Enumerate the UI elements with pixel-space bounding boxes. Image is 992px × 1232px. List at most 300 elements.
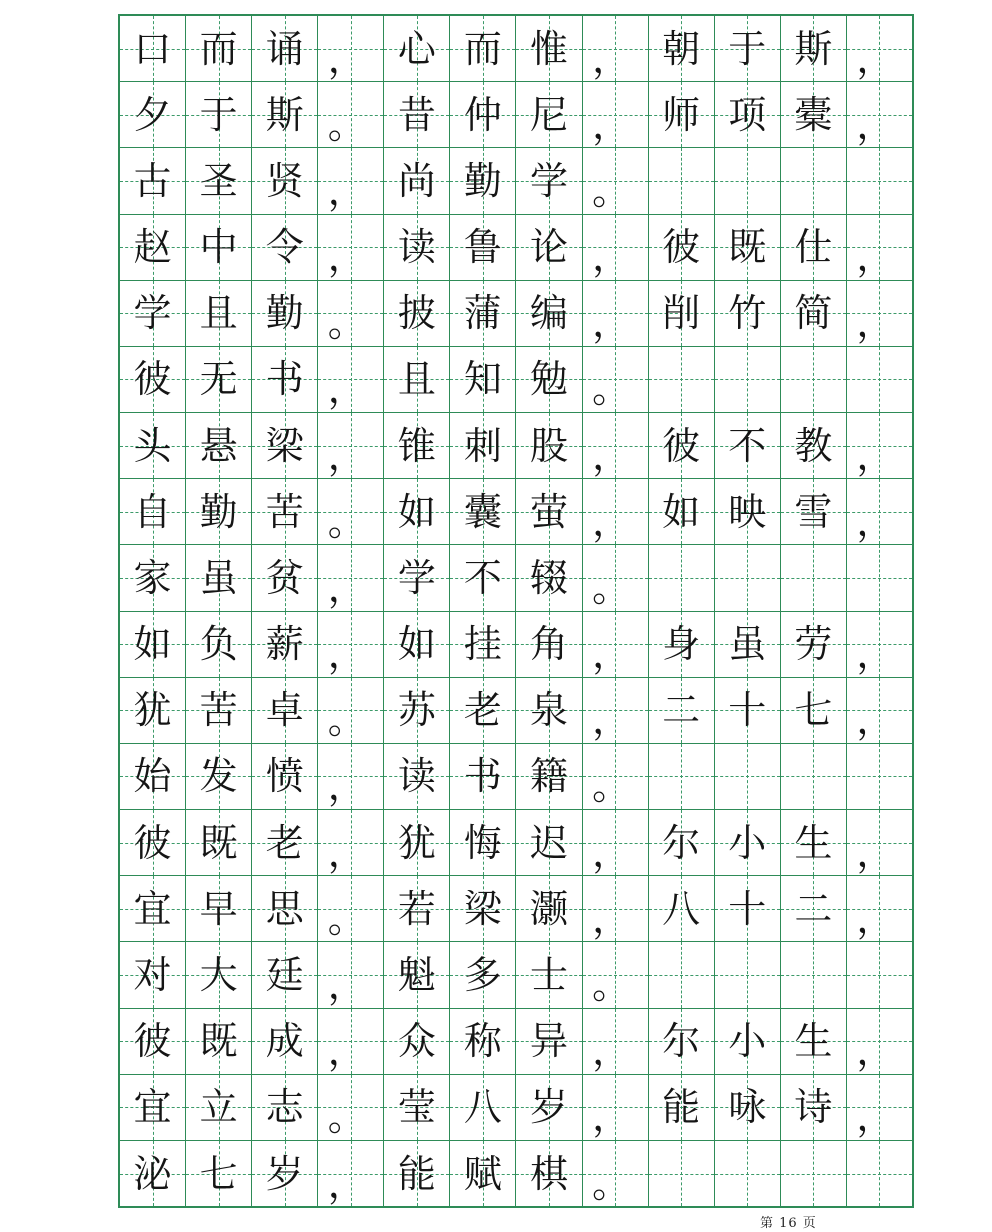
practice-char: 赋 [463,1151,502,1196]
practice-char: 古 [133,158,172,203]
practice-char: 如 [133,622,172,667]
grid-cell [515,281,581,346]
punctuation-char: ， [856,36,895,81]
grid-row [120,16,912,81]
practice-char: 锥 [397,423,436,468]
grid-cell [714,1075,780,1140]
punctuation-char: ， [856,499,895,544]
practice-char: 劳 [794,622,833,667]
practice-char: 学 [133,291,172,336]
practice-char: 既 [199,1019,238,1064]
practice-char: 口 [133,26,172,71]
grid-cell [251,215,317,280]
grid-cell [846,148,912,213]
practice-char: 诗 [794,1085,833,1130]
practice-char: 且 [199,291,238,336]
grid-cell [780,744,846,809]
punctuation-char: ， [592,499,631,544]
grid-row [120,677,912,743]
practice-char: 既 [728,225,767,270]
practice-grid-sheet [118,14,914,1208]
grid-cell [582,281,648,346]
practice-char: 仲 [463,92,502,137]
grid-cell [515,413,581,478]
practice-char: 始 [133,754,172,799]
grid-cell [383,479,449,544]
grid-cell [449,744,515,809]
punctuation-char: ， [592,36,631,81]
grid-cell [515,215,581,280]
grid-cell [515,1075,581,1140]
practice-char: 勤 [463,158,502,203]
grid-cell [714,678,780,743]
practice-char: 于 [728,26,767,71]
grid-cell [515,876,581,941]
grid-cell [120,612,185,677]
practice-char: 廷 [265,952,304,997]
grid-cell [515,678,581,743]
punctuation-char: ， [327,565,366,610]
grid-cell [383,1009,449,1074]
practice-char: 虽 [199,555,238,600]
grid-cell [714,545,780,610]
practice-char: 既 [199,820,238,865]
grid-cell [648,82,714,147]
grid-cell [846,942,912,1007]
grid-row [120,544,912,610]
punctuation-char: 。 [327,1095,366,1140]
practice-char: 卓 [265,688,304,733]
practice-char: 自 [133,489,172,534]
practice-char: 迟 [530,820,569,865]
grid-cell [120,744,185,809]
grid-cell [846,413,912,478]
grid-cell [714,876,780,941]
practice-char: 异 [530,1019,569,1064]
grid-cell [648,281,714,346]
practice-char: 能 [397,1151,436,1196]
punctuation-char: ， [327,632,366,677]
grid-cell [846,545,912,610]
grid-cell [185,678,251,743]
punctuation-char: ， [592,1095,631,1140]
practice-char: 尔 [662,1019,701,1064]
grid-cell [383,148,449,213]
practice-char: 志 [265,1085,304,1130]
grid-cell [648,1141,714,1206]
practice-char: 家 [133,555,172,600]
practice-char: 梁 [463,886,502,931]
practice-char: 能 [662,1085,701,1130]
practice-char: 斯 [794,26,833,71]
grid-cell [515,545,581,610]
grid-cell [185,612,251,677]
grid-cell [251,810,317,875]
grid-cell [846,876,912,941]
practice-char: 萤 [530,489,569,534]
grid-cell [780,215,846,280]
practice-char: 若 [397,886,436,931]
grid-cell [780,347,846,412]
practice-char: 彼 [662,225,701,270]
grid-cell [846,678,912,743]
practice-char: 士 [530,952,569,997]
grid-row [120,941,912,1007]
punctuation-char: 。 [592,962,631,1007]
punctuation-char: ， [327,235,366,280]
grid-cell [251,479,317,544]
grid-cell [515,347,581,412]
grid-cell [714,1141,780,1206]
grid-cell [251,1009,317,1074]
grid-cell [780,545,846,610]
grid-cell [582,942,648,1007]
practice-char: 苦 [265,489,304,534]
grid-cell [185,347,251,412]
grid-row [120,1008,912,1074]
grid-cell [185,942,251,1007]
practice-char: 梁 [265,423,304,468]
grid-cell [120,16,185,81]
grid-cell [449,479,515,544]
grid-cell [120,545,185,610]
practice-char: 宜 [133,886,172,931]
practice-char: 悔 [463,820,502,865]
grid-row [120,809,912,875]
punctuation-char: 。 [592,565,631,610]
grid-cell [317,148,383,213]
grid-cell [846,347,912,412]
practice-char: 老 [463,688,502,733]
grid-cell [449,148,515,213]
punctuation-char: 。 [592,367,631,412]
practice-char: 刺 [463,423,502,468]
grid-cell [317,545,383,610]
punctuation-char: 。 [592,764,631,809]
grid-cell [317,810,383,875]
grid-cell [582,545,648,610]
practice-char: 赵 [133,225,172,270]
grid-cell [317,82,383,147]
punctuation-char: ， [856,301,895,346]
grid-cell [846,479,912,544]
grid-cell [251,678,317,743]
practice-char: 简 [794,291,833,336]
grid-cell [120,479,185,544]
grid-cell [185,215,251,280]
grid-cell [120,876,185,941]
grid-cell [383,678,449,743]
punctuation-char: ， [592,830,631,875]
practice-char: 愤 [265,754,304,799]
practice-char: 十 [728,688,767,733]
punctuation-char: ， [327,830,366,875]
grid-cell [515,1141,581,1206]
grid-cell [515,612,581,677]
punctuation-char: ， [856,102,895,147]
punctuation-char: ， [856,235,895,280]
grid-cell [251,1141,317,1206]
grid-cell [120,148,185,213]
practice-char: 而 [199,26,238,71]
grid-cell [383,810,449,875]
grid-cell [714,281,780,346]
practice-char: 尼 [530,92,569,137]
grid-cell [582,744,648,809]
practice-char: 不 [463,555,502,600]
grid-cell [120,1009,185,1074]
punctuation-char: ， [327,962,366,1007]
grid-cell [648,347,714,412]
practice-char: 彼 [133,1019,172,1064]
punctuation-char: ， [327,1029,366,1074]
grid-cell [780,148,846,213]
grid-cell [515,82,581,147]
grid-cell [317,215,383,280]
punctuation-char: 。 [327,102,366,147]
punctuation-char: ， [856,433,895,478]
grid-cell [251,942,317,1007]
grid-cell [383,744,449,809]
practice-char: 八 [463,1085,502,1130]
grid-cell [780,1075,846,1140]
grid-cell [515,16,581,81]
practice-char: 尔 [662,820,701,865]
grid-cell [383,1141,449,1206]
practice-char: 论 [530,225,569,270]
punctuation-char: ， [592,235,631,280]
grid-cell [251,876,317,941]
grid-cell [582,479,648,544]
grid-cell [780,876,846,941]
grid-cell [185,479,251,544]
punctuation-char: ， [592,1029,631,1074]
grid-row [120,1140,912,1206]
practice-char: 彼 [133,357,172,402]
punctuation-char: 。 [592,1161,631,1206]
grid-cell [714,744,780,809]
practice-char: 犹 [397,820,436,865]
practice-char: 于 [199,92,238,137]
practice-char: 十 [728,886,767,931]
grid-cell [383,215,449,280]
grid-cell [648,942,714,1007]
grid-cell [317,413,383,478]
grid-cell [251,16,317,81]
practice-char: 籍 [530,754,569,799]
grid-cell [648,1009,714,1074]
practice-char: 令 [265,225,304,270]
punctuation-char: ， [592,301,631,346]
grid-cell [515,479,581,544]
practice-char: 圣 [199,158,238,203]
practice-char: 称 [463,1019,502,1064]
practice-char: 薪 [265,622,304,667]
grid-row [120,147,912,213]
grid-cell [582,678,648,743]
grid-cell [515,744,581,809]
grid-cell [780,413,846,478]
punctuation-char: ， [592,896,631,941]
grid-cell [120,942,185,1007]
practice-char: 小 [728,820,767,865]
grid-cell [449,545,515,610]
grid-cell [648,215,714,280]
grid-cell [383,347,449,412]
grid-cell [185,1141,251,1206]
punctuation-char: ， [327,168,366,213]
grid-cell [714,612,780,677]
grid-row [120,875,912,941]
grid-cell [251,413,317,478]
grid-cell [185,16,251,81]
practice-char: 咏 [728,1085,767,1130]
grid-cell [582,810,648,875]
practice-char: 尚 [397,158,436,203]
practice-char: 挂 [463,622,502,667]
practice-char: 学 [530,158,569,203]
grid-cell [648,479,714,544]
practice-char: 岁 [265,1151,304,1196]
grid-cell [648,876,714,941]
practice-char: 学 [397,555,436,600]
punctuation-char: ， [327,433,366,478]
practice-char: 角 [530,622,569,667]
grid-cell [185,413,251,478]
practice-char: 削 [662,291,701,336]
grid-cell [120,1141,185,1206]
practice-char: 斯 [265,92,304,137]
grid-cell [780,1009,846,1074]
grid-cell [449,1141,515,1206]
grid-cell [317,612,383,677]
grid-cell [648,148,714,213]
grid-cell [648,16,714,81]
grid-cell [780,678,846,743]
punctuation-char: 。 [592,168,631,213]
grid-cell [120,810,185,875]
grid-cell [648,1075,714,1140]
grid-cell [449,215,515,280]
grid-cell [780,810,846,875]
punctuation-char: 。 [327,301,366,346]
grid-cell [251,148,317,213]
grid-cell [846,281,912,346]
practice-char: 如 [662,489,701,534]
practice-char: 魁 [397,952,436,997]
practice-char: 岁 [530,1085,569,1130]
grid-cell [251,82,317,147]
grid-cell [317,678,383,743]
grid-cell [582,1141,648,1206]
punctuation-char: ， [856,1029,895,1074]
grid-cell [317,347,383,412]
grid-cell [714,148,780,213]
punctuation-char: ， [856,830,895,875]
punctuation-char: ， [327,36,366,81]
punctuation-char: ， [592,632,631,677]
grid-cell [251,347,317,412]
grid-cell [780,16,846,81]
practice-char: 心 [397,26,436,71]
grid-cell [515,148,581,213]
practice-char: 小 [728,1019,767,1064]
practice-char: 头 [133,423,172,468]
grid-cell [120,1075,185,1140]
grid-cell [780,612,846,677]
practice-char: 老 [265,820,304,865]
practice-char: 早 [199,886,238,931]
practice-char: 橐 [794,92,833,137]
grid-cell [317,1141,383,1206]
practice-char: 无 [199,357,238,402]
grid-cell [383,1075,449,1140]
grid-cell [582,612,648,677]
grid-cell [780,942,846,1007]
grid-cell [582,876,648,941]
punctuation-char: ， [327,367,366,412]
grid-cell [251,744,317,809]
grid-cell [582,82,648,147]
grid-row [120,412,912,478]
grid-cell [185,148,251,213]
practice-char: 彼 [662,423,701,468]
grid-cell [185,281,251,346]
practice-char: 对 [133,952,172,997]
grid-cell [185,1075,251,1140]
practice-char: 八 [662,886,701,931]
grid-cell [383,545,449,610]
practice-char: 宜 [133,1085,172,1130]
grid-cell [846,612,912,677]
punctuation-char: 。 [327,698,366,743]
practice-char: 勉 [530,357,569,402]
grid-cell [449,413,515,478]
punctuation-char: ， [327,764,366,809]
practice-char: 勤 [199,489,238,534]
grid-row [120,280,912,346]
practice-char: 师 [662,92,701,137]
practice-char: 项 [728,92,767,137]
grid-cell [120,413,185,478]
punctuation-char: ， [856,632,895,677]
grid-cell [120,678,185,743]
grid-cell [714,82,780,147]
grid-row [120,611,912,677]
grid-cell [120,215,185,280]
grid-cell [846,16,912,81]
punctuation-char: ， [856,698,895,743]
grid-cell [582,347,648,412]
practice-char: 泌 [133,1151,172,1196]
grid-cell [449,942,515,1007]
grid-cell [185,82,251,147]
practice-char: 悬 [199,423,238,468]
grid-cell [449,810,515,875]
punctuation-char: ， [592,698,631,743]
practice-char: 立 [199,1085,238,1130]
practice-char: 雪 [794,489,833,534]
grid-cell [317,1075,383,1140]
grid-cell [383,876,449,941]
grid-cell [185,744,251,809]
grid-cell [449,347,515,412]
practice-char: 诵 [265,26,304,71]
practice-char: 多 [463,952,502,997]
practice-char: 映 [728,489,767,534]
practice-char: 二 [794,886,833,931]
grid-cell [846,1141,912,1206]
